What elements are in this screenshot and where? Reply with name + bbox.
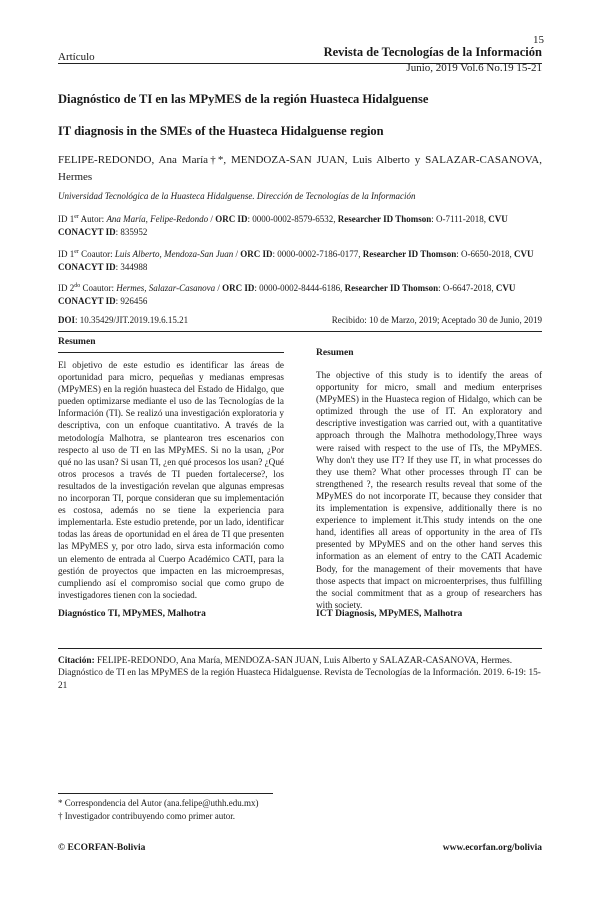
affiliation: Universidad Tecnológica de la Huasteca Hidalguense. Dirección de Tecnologías de la Información <box>58 191 416 201</box>
section-label: Artículo <box>58 51 95 63</box>
keywords-es: Diagnóstico TI, MPyMES, Malhotra <box>58 609 206 619</box>
doi-rule <box>58 331 542 332</box>
abstract-heading-en: Resumen <box>316 348 354 358</box>
footnote-rule <box>58 793 273 794</box>
footnote-correspondence: * Correspondencia del Autor (ana.felipe@uthh.edu.mx) <box>58 798 259 808</box>
abstract-en: The objective of this study is to identify the areas of opportunity for micro, small and medium enterprises (MPyMES) in the Huasteca region of Hidalgo, which can be optimized through the use of IT. An exploratory and descriptive investigation was carried out, with a quantitative approach through the Malhotra methodology,Three ways were raised with respect to the use of ITs, the MPyMES. Why don't they use IT? If they use IT, in what processes do they use them? What other processes through IT can be strengthened ?, the research results reveal that some of the MPyMES do not incorporate IT, because they consider that its implementation is expensive, additionally there is no experience to implement it.This study intends on the one hand, identifies all areas of opportunity in the area of ITs presented by MPyMES and on the other hand serves this information as an element of entry to the CATI Academic Body, for the management of their movements that have those aspects that impact on microenterprises, thus fulfilling the social commitment that as a group of researchers has with society. <box>316 370 542 610</box>
abstract-heading-es: Resumen <box>58 337 96 347</box>
journal-title: Revista de Tecnologías de la Información <box>323 45 542 59</box>
footer-copyright: © ECORFAN-Bolivia <box>58 843 146 853</box>
abstract-rule-es <box>58 352 284 353</box>
abstract-es: El objetivo de este estudio es identificar las áreas de oportunidad para micro, pequeñas y medianas empresas (MPyMES) en la región huasteca del Estado de Hidalgo, que pueden optimizarse mediante el uso de las Tecnologías de la Información (TI). Se realizó una investigación exploratoria y descriptiva, con un enfoque cuantitativo. A través de la metodología Malhotra, se plantearon tres escenarios con respecto al uso de TI en las MPyMES. Si no la usan, ¿Por qué no las usan? Si usan TI, ¿en qué procesos los usan? ¿Qué otros procesos a través de TI pueden fortalecerse?, los resultados de la investigación revelan que algunas empresas no incorporan TI, porque consideran que su implementación es costosa, además no se tiene la experiencia para implementarla. Este estudio pretende, por un lado, identificar todas las áreas de oportunidad en el área de TI que presenten las MPyMES y, por otro lado, sirva esta información como un elemento de entrada al Cuerpo Académico CATI, para la gestión de proyectos que impacten en las microempresas, cumpliendo así el compromiso social que como grupo de investigadores tienen con la sociedad. <box>58 360 284 600</box>
issue-info: Junio, 2019 Vol.6 No.19 15-21 <box>406 62 542 74</box>
footer-url[interactable]: www.ecorfan.org/bolivia <box>442 843 542 853</box>
footnote-investigator: † Investigador contribuyendo como primer autor. <box>58 811 235 821</box>
received-accepted-dates: Recibido: 10 de Marzo, 2019; Aceptado 30 de Junio, 2019 <box>331 315 542 325</box>
doi: DOI: 10.35429/JIT.2019.19.6.15.21 <box>58 315 189 325</box>
citation: Citación: FELIPE-REDONDO, Ana María, MENDOZA-SAN JUAN, Luis Alberto y SALAZAR-CASANOVA, Hermes. Diagnóstico de TI en las MPyMES de la región Huasteca Hidalguense. Revista de Tecnologías de la Información. 2019. 6-19: 15-21 <box>58 656 541 691</box>
author-id-1: ID 1er Autor: Ana María, Felipe-Redondo / ORC ID: 0000-0002-8579-6532, Researcher ID Thomson: O-7111-2018, CVU CONACYT ID: 835952 <box>58 214 508 237</box>
title-english: IT diagnosis in the SMEs of the Huasteca Hidalguense region <box>58 124 384 138</box>
author-id-2: ID 1er Coautor: Luis Alberto, Mendoza-San Juan / ORC ID: 0000-0002-7186-0177, Researcher ID Thomson: O-6650-2018, CVU CONACYT ID: 344988 <box>58 249 534 272</box>
keywords-en: ICT Diagnosis, MPyMES, Malhotra <box>316 609 463 619</box>
page-number: 15 <box>533 34 544 46</box>
author-id-3: ID $2^{do}$ Coautor: Hermes, Salazar-Casanova / ORC ID: 0000-0002-8444-6186, Researcher ID Thomson: O-6647-2018, CVU CONACYT ID: 926456 <box>58 283 516 306</box>
title-spanish: Diagnóstico de TI en las MPyMES de la región Huasteca Hidalguense <box>58 92 429 106</box>
citation-rule <box>58 648 542 649</box>
authors: FELIPE-REDONDO, Ana María†*, MENDOZA-SAN JUAN, Luis Alberto y SALAZAR-CASANOVA, Hermes <box>58 154 542 183</box>
